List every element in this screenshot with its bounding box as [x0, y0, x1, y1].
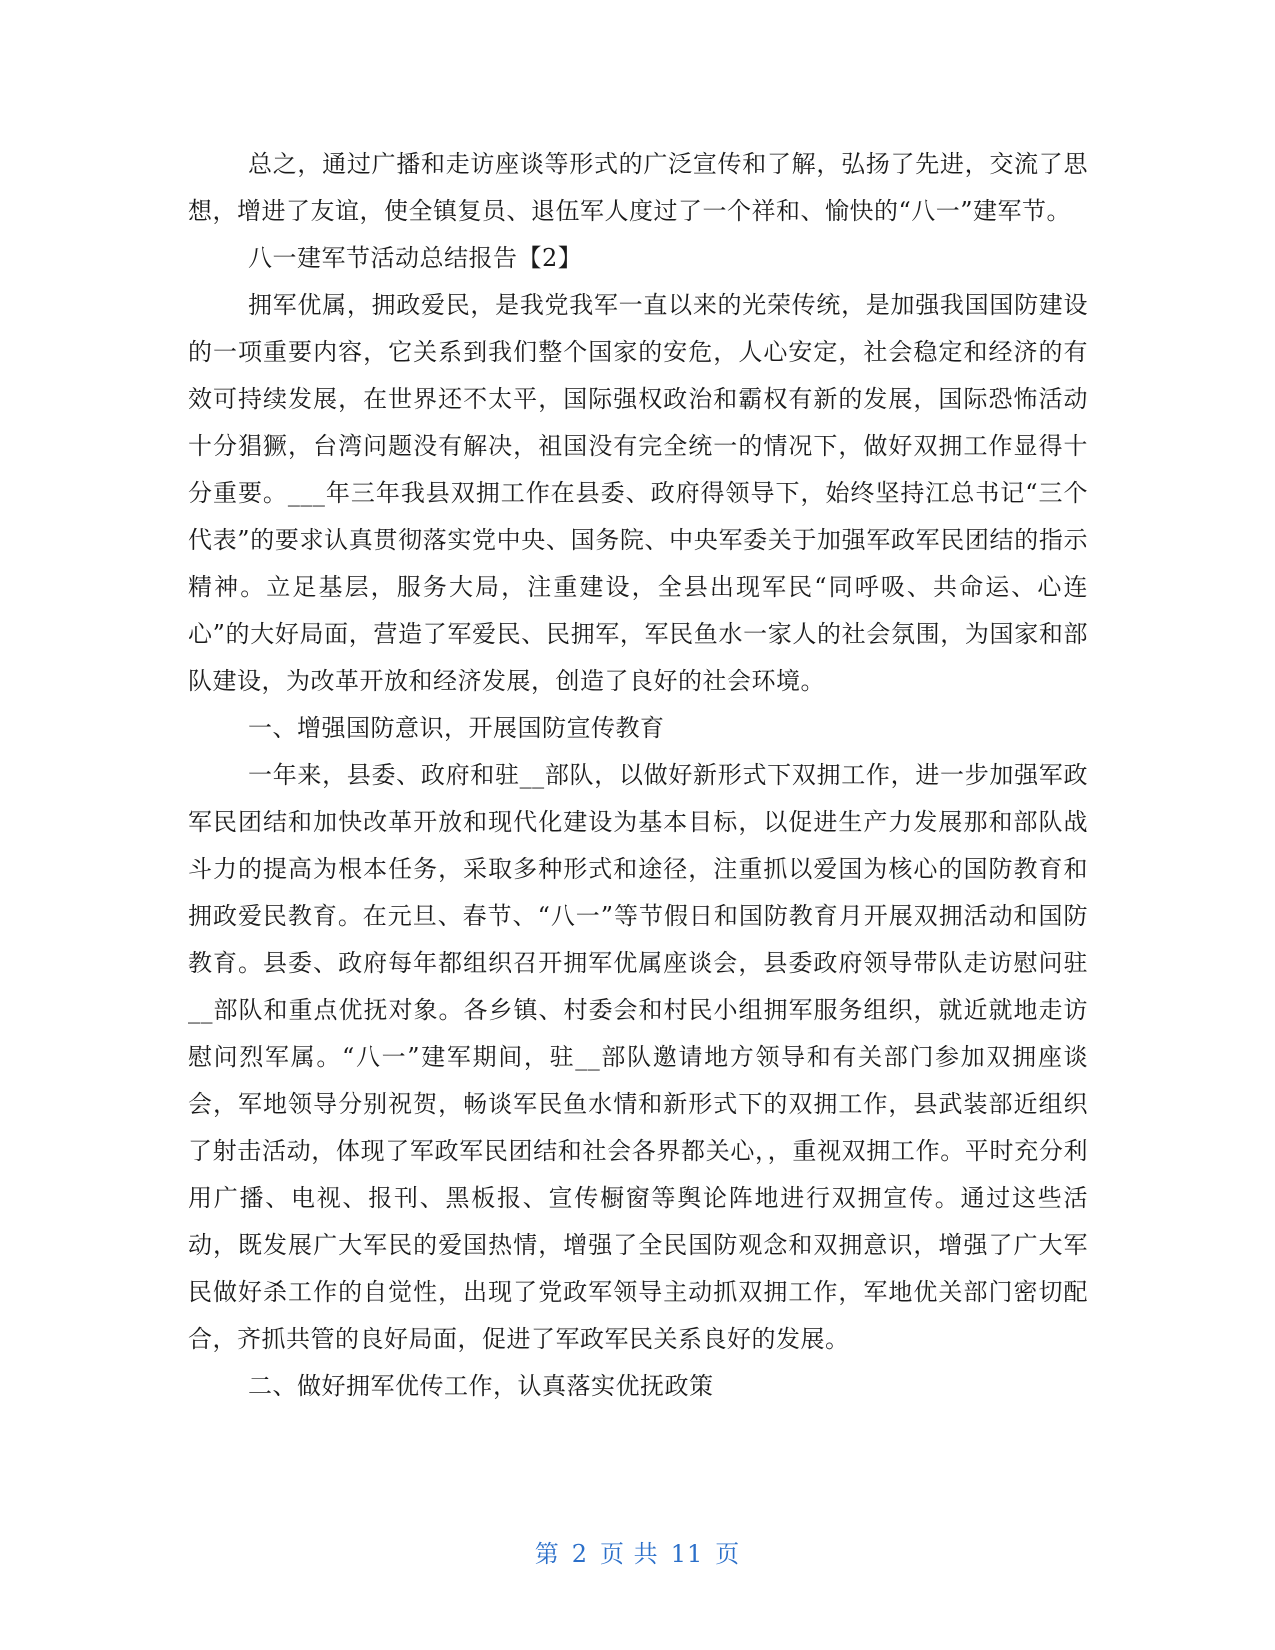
footer-prefix: 第	[534, 1540, 560, 1568]
footer-middle: 页 共	[600, 1540, 659, 1568]
paragraph-intro: 拥军优属，拥政爱民，是我党我军一直以来的光荣传统，是加强我国国防建设的一项重要内容，它关系到我们整个国家的安危，人心安定，社会稳定和经济的有效可持续发展，在世界还不太平，国际强权政治和霸权有新的发展，国际恐怖活动十分猖獗，台湾问题没有解决，祖国没有完全统一的情况下，做好双拥工作显得十分重要。___年三年我县双拥工作在县委、政府得领导下，始终坚持江总书记“三个代表”的要求认真贯彻落实党中央、国务院、中央军委关于加强军政军民团结的指示精神。立足基层，服务大局，注重建设，全县出现军民“同呼吸、共命运、心连心”的大好局面，营造了军爱民、民拥军，军民鱼水一家人的社会氛围，为国家和部队建设，为改革开放和经济发展，创造了良好的社会环境。	[188, 291, 1088, 695]
document-body	[188, 141, 1088, 1410]
paragraph-section-1: 一年来，县委、政府和驻__部队，以做好新形式下双拥工作，进一步加强军政军民团结和加快改革开放和现代化建设为基本目标，以促进生产力发展那和部队战斗力的提高为根本任务，采取多种形式和途径，注重抓以爱国为核心的国防教育和拥政爱民教育。在元旦、春节、“八一”等节假日和国防教育月开展双拥活动和国防教育。县委、政府每年都组织召开拥军优属座谈会，县委政府领导带队走访慰问驻__部队和重点优抚对象。各乡镇、村委会和村民小组拥军服务组织，就近就地走访慰问烈军属。“八一”建军期间，驻__部队邀请地方领导和有关部门参加双拥座谈会，军地领导分别祝贺，畅谈军民鱼水情和新形式下的双拥工作，县武装部近组织了射击活动，体现了军政军民团结和社会各界都关心，，重视双拥工作。平时充分利用广播、电视、报刊、黑板报、宣传橱窗等舆论阵地进行双拥宣传。通过这些活动，既发展广大军民的爱国热情，增强了全民国防观念和双拥意识，增强了广大军民做好杀工作的自觉性，出现了党政军领导主动抓双拥工作，军地优关部门密切配合，齐抓共管的良好局面，促进了军政军民关系良好的发展。	[188, 761, 1088, 1353]
section-title: 八一建军节活动总结报告【2】	[248, 244, 583, 272]
heading-section-2: 二、做好拥军优传工作，认真落实优抚政策	[248, 1372, 714, 1400]
paragraph-summary: 总之，通过广播和走访座谈等形式的广泛宣传和了解，弘扬了先进，交流了思想，增进了友谊，使全镇复员、退伍军人度过了一个祥和、愉快的“八一”建军节。	[188, 150, 1088, 225]
footer-total-pages: 11	[670, 1540, 704, 1568]
footer-page-number: 2	[571, 1540, 589, 1568]
footer-suffix: 页	[715, 1540, 741, 1568]
heading-section-1: 一、增强国防意识，开展国防宣传教育	[248, 714, 665, 742]
page-footer	[0, 1534, 1275, 1569]
